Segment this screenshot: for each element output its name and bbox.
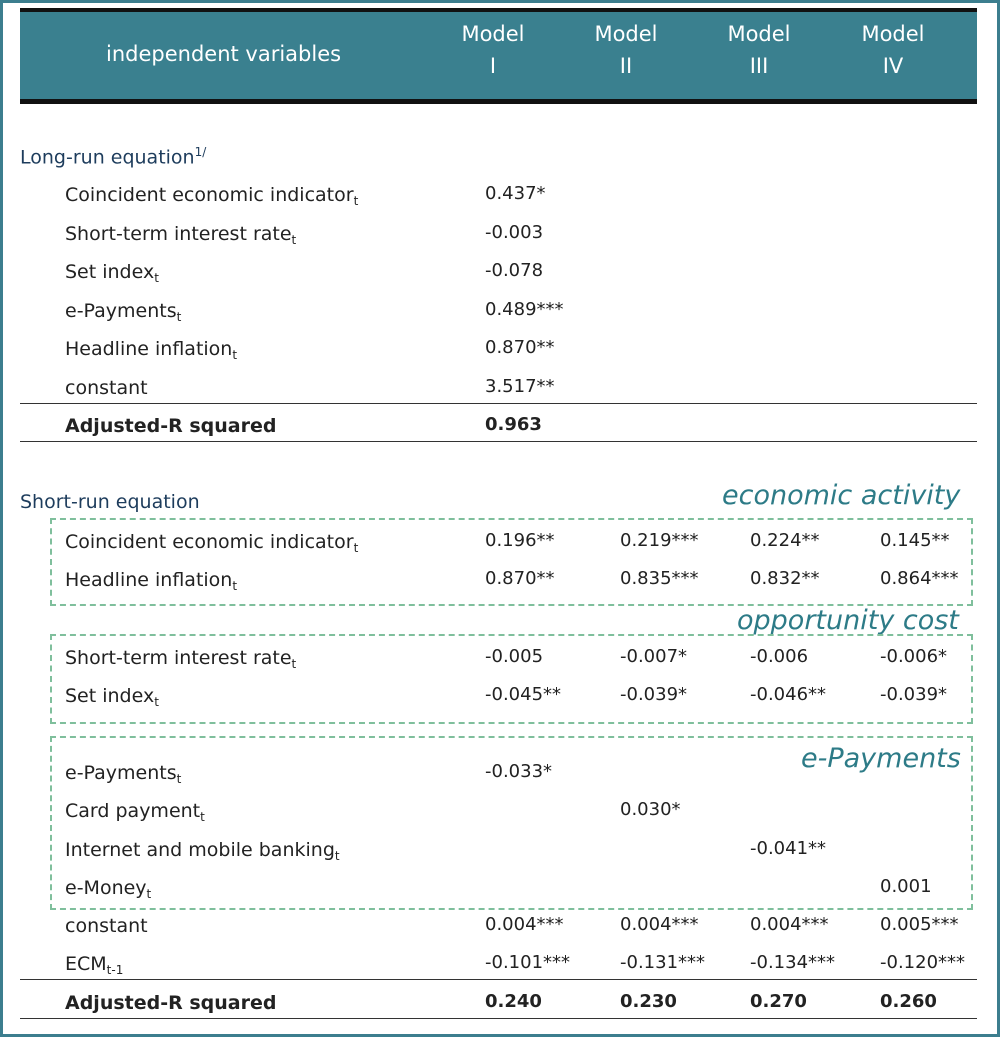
cell-value-model-2: 0.219***: [620, 530, 699, 551]
table-header: [20, 8, 977, 104]
row-label-subscript: t: [232, 348, 238, 362]
cell-value-model-1: 0.437*: [485, 183, 546, 204]
header-model-2: Model II: [594, 22, 658, 78]
table-row: [0, 254, 1000, 292]
cell-value-model-4: 0.864***: [880, 568, 959, 589]
row-label-subscript: t: [176, 309, 182, 324]
long-run-title: Long-run equation$^{1/}$: [20, 145, 207, 169]
short-run-title: Short-run equation: [20, 491, 200, 513]
cell-value-model-2: -0.039*: [620, 684, 688, 705]
cell-value-model-4: 0.005***: [880, 914, 959, 935]
header-model-3: Model III: [727, 22, 791, 78]
long-run-divider: [20, 403, 977, 404]
cell-value-model-1: 0.196**: [485, 530, 555, 551]
header-model-1: Model I: [461, 22, 525, 78]
row-label: Internet and mobile banking$_t$: [65, 838, 340, 863]
cell-value-model-4: -0.006*: [880, 646, 948, 667]
table-row: [0, 562, 1000, 600]
cell-value-model-4: 0.260: [880, 991, 937, 1012]
header-model-4: Model IV: [861, 22, 925, 78]
row-label: Headline inflation$_t$: [65, 338, 238, 362]
row-label: Card payment$_t$: [65, 800, 205, 825]
row-label: $ECM_{t-1}$: [65, 953, 124, 977]
cell-value-model-1: -0.101***: [485, 952, 571, 973]
cell-value-model-3: -0.046**: [750, 684, 827, 705]
cell-value-model-1: -0.003: [485, 221, 544, 243]
tag-economic-activity: economic activity: [722, 480, 961, 511]
cell-value-model-4: 0.145**: [880, 530, 950, 551]
row-label: e-Payments$_t$: [65, 299, 182, 324]
table-row: [0, 832, 1000, 870]
long-run-bottom-line: [20, 441, 977, 442]
row-label: constant: [65, 376, 148, 399]
cell-value-model-1: -0.078: [485, 260, 544, 281]
table-row: [0, 755, 1000, 793]
table-row: [0, 870, 1000, 908]
cell-value-model-1: 0.870**: [485, 337, 555, 358]
short-run-divider: [20, 979, 977, 980]
cell-value-model-1: -0.033*: [485, 761, 553, 782]
cell-value-model-1: 3.517**: [485, 375, 555, 397]
row-label: Adjusted-R squared: [65, 415, 277, 437]
row-label-subscript: t: [291, 232, 297, 247]
table-row: [0, 678, 1000, 716]
cell-value-model-1: -0.045**: [485, 684, 562, 705]
cell-value-model-3: 0.832**: [750, 568, 820, 589]
cell-value-model-3: -0.041**: [750, 837, 827, 859]
cell-value-model-2: 0.030*: [620, 799, 681, 821]
cell-value-model-4: 0.001: [880, 875, 932, 897]
tag-e-payments: e-Payments: [801, 743, 961, 774]
cell-value-model-3: 0.004***: [750, 914, 829, 935]
row-label: Short-term interest rate$_t$: [65, 222, 297, 247]
cell-value-model-2: 0.230: [620, 991, 677, 1012]
cell-value-model-1: -0.005: [485, 646, 544, 667]
cell-value-model-1: 0.870**: [485, 568, 555, 589]
cell-value-model-2: 0.835***: [620, 568, 699, 589]
row-label-subscript: t: [176, 772, 182, 786]
table-row: [0, 331, 1000, 369]
cell-value-model-4: -0.120***: [880, 952, 966, 973]
cell-value-model-1: 0.004***: [485, 914, 564, 935]
cell-value-model-3: -0.134***: [750, 952, 836, 973]
tag-opportunity-cost: opportunity cost: [737, 605, 959, 636]
row-label: Coincident economic indicator$_t$: [65, 184, 359, 208]
row-label: Headline inflation$_t$: [65, 569, 238, 593]
row-label-subscript: t: [232, 579, 238, 593]
row-label: e-Money$_t$: [65, 876, 152, 901]
table-row: [0, 370, 1000, 408]
table-row: [0, 177, 1000, 215]
row-label: Set index$_t$: [65, 685, 159, 709]
row-label: Short-term interest rate$_t$: [65, 647, 297, 671]
cell-value-model-2: -0.131***: [620, 952, 706, 973]
row-label: constant: [65, 915, 148, 937]
footnote-marker: 1/: [194, 145, 207, 159]
table-row: [0, 524, 1000, 562]
cell-value-model-1: 0.489***: [485, 298, 564, 320]
row-label-subscript: t-1: [106, 963, 124, 977]
row-label-subscript: t: [353, 541, 359, 555]
table-row: [0, 293, 1000, 331]
table-row: [0, 640, 1000, 678]
row-label: Adjusted-R squared: [65, 992, 277, 1014]
short-run-bottom-line: [20, 1018, 977, 1019]
row-label-subscript: t: [146, 886, 152, 901]
table-row: [0, 793, 1000, 831]
cell-value-model-4: -0.039*: [880, 684, 948, 705]
cell-value-model-3: 0.224**: [750, 530, 820, 551]
cell-value-model-2: -0.007*: [620, 646, 688, 667]
cell-value-model-2: 0.004***: [620, 914, 699, 935]
cell-value-model-1: 0.963: [485, 414, 542, 435]
row-label-subscript: t: [353, 194, 359, 208]
table-row: [0, 908, 1000, 946]
cell-value-model-3: 0.270: [750, 991, 807, 1012]
cell-value-model-3: -0.006: [750, 646, 809, 667]
row-label: e-Payments$_t$: [65, 762, 182, 786]
header-label: independent variables: [106, 42, 342, 66]
cell-value-model-1: 0.240: [485, 991, 542, 1012]
row-label: Set index$_t$: [65, 261, 159, 285]
table-row: [0, 216, 1000, 254]
row-label-subscript: t: [334, 848, 340, 863]
row-label-subscript: t: [291, 657, 297, 671]
row-label: Coincident economic indicator$_t$: [65, 531, 359, 555]
row-label-subscript: t: [200, 810, 205, 825]
row-label-subscript: t: [154, 695, 159, 709]
row-label-subscript: t: [154, 271, 159, 285]
